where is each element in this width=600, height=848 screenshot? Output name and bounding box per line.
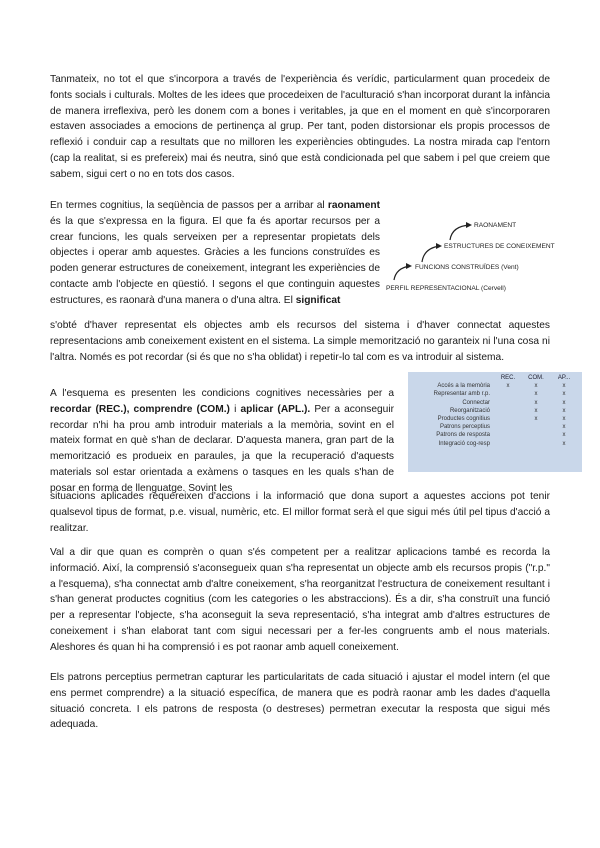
row-mark — [522, 431, 550, 439]
row-mark: x — [534, 416, 538, 423]
row-mark — [494, 407, 522, 415]
table-header-row — [408, 374, 578, 382]
cognitive-conditions-table — [408, 372, 582, 472]
bold-term-raonament: raonament — [327, 200, 380, 211]
paragraph-text: En termes cognitius, la seqüència de passos per a arribar al — [50, 200, 328, 211]
paragraph-text: A l'esquema es presenten les condicions cognitives necessàries per a — [50, 388, 394, 399]
row-mark — [494, 399, 522, 407]
row-mark — [494, 390, 522, 398]
row-mark — [494, 431, 522, 439]
table-row — [408, 382, 578, 390]
paragraph-text: situacions aplicades requereixen d'accions i la informació que dona suport a aquestes accions pot tenir qualsevol tipus de format, p.e. visual, numèric, etc. El millor format serà el que sigui més útil pel tipus d'acció a realitzar. — [50, 491, 550, 534]
paragraph-comprehension-text: Val a dir que quan es comprèn o quan s'és competent per a realitzar aplicacions també es recorda la informació. Així, la comprensió s'aconsegueix quan s'ha representat un objecte amb els recursos propis ("r.p." a l'esquema), s'ha connectat amb d'altre coneixement, s'ha reorganitzat l'estructura de coneixement resultant i s'han generat productes cognitius (com les categories o les abstraccions). És a dir, s'ha construït una funció per a representar l'objecte, s'ha aconseguit la seva representació, s'ha integrat amb d'altres estructures de coneixement i s'han elaborat tant com sigui necessari per a fer-les congruents amb el nous materials. Aleshores és quan hi ha comprensió i es pot raonar amb aquell coneixement. — [50, 547, 550, 653]
row-mark: x — [562, 432, 566, 439]
arrow-head — [406, 263, 412, 269]
table-row — [408, 407, 578, 415]
row-label: Patrons perceptius — [439, 424, 490, 431]
row-mark — [522, 423, 550, 431]
column-header: COM. — [528, 375, 544, 381]
row-mark — [494, 440, 522, 448]
table-row — [408, 423, 578, 431]
column-header: AP... — [557, 375, 571, 381]
diagram-step-raonament: RAONAMENT — [474, 222, 517, 229]
reasoning-sequence-diagram — [384, 218, 594, 298]
table-row — [408, 440, 578, 448]
paragraph-cognitive-steps-cont — [50, 318, 550, 365]
row-mark: x — [562, 440, 566, 447]
row-mark: x — [506, 383, 510, 390]
row-mark: x — [534, 407, 538, 414]
arrow-head — [466, 222, 472, 228]
paragraph-patterns — [50, 670, 550, 733]
bold-term-rec-com: recordar (REC.), comprendre (COM.) — [50, 403, 230, 415]
paragraph-patterns-text: Els patrons perceptius permetran capturar les particularitats de cada situació i ajustar el model intern (el que ens permet comprendre) a la situació específica, de manera que es podrà raonar amb les dades d'aquella situació concreta. I els patrons de resposta (o destreses) permetran executar la resposta que sigui més adequada. — [50, 672, 550, 731]
table-row — [408, 390, 578, 398]
paragraph-text: és la que s'expressa en la figura. El que fa és aportar recursos per a crear funcions, les quals serveixen per a representar propietats dels objectes i operar amb aquestes. Gràcies a les funcions construïdes es poden generar estructures de coneixement, integrant les experiències de contacte amb l'objecte en qüestió. I segons el que continguin aquestes estructures, es raonarà d'una manera o d'una altra. El — [50, 215, 380, 306]
bold-term-apl: aplicar (APL.). — [240, 403, 311, 415]
diagram-step-estructures: ESTRUCTURES DE CONEIXEMENT — [444, 243, 555, 250]
diagram-step-perfil: PERFIL REPRESENTACIONAL (Cervell) — [386, 285, 506, 292]
diagram-step-funcions: FUNCIONS CONSTRUÏDES (Vent) — [415, 264, 519, 271]
row-mark: x — [562, 399, 566, 406]
row-mark: x — [534, 399, 538, 406]
row-mark: x — [562, 383, 566, 390]
arrow-head — [436, 243, 442, 249]
paragraph-text: s'obté d'haver representat els objectes amb els recursos del sistema i d'haver connectat aquestes representacions amb coneixement existent en el sistema. La simple memorització no garanteix ni l'una cosa ni l'altra. Només es pot recordar (si és que no s'ha oblidat) i repetir-lo tal com es va introduir al sistema. — [50, 320, 550, 363]
paragraph-text: i — [229, 403, 241, 415]
bold-term-significat: significat — [295, 294, 341, 306]
paragraph-cognitive-steps — [50, 198, 380, 309]
arrow-step3-to-step2 — [422, 246, 440, 262]
table-row — [408, 415, 578, 423]
paragraph-comprehension — [50, 545, 550, 656]
row-mark — [522, 440, 550, 448]
table-row — [408, 431, 578, 439]
row-label: Representar amb r.p. — [433, 391, 490, 398]
paragraph-experience — [50, 72, 550, 183]
paragraph-schema-intro-cont — [50, 489, 550, 536]
row-label: Integració cog-resp — [438, 440, 490, 447]
row-mark — [494, 415, 522, 423]
row-mark: x — [562, 391, 566, 398]
row-label: Accés a la memòria — [437, 383, 490, 390]
row-mark: x — [562, 416, 566, 423]
row-mark: x — [562, 407, 566, 414]
row-mark — [494, 423, 522, 431]
row-label: Connectar — [462, 399, 490, 406]
table-row — [408, 399, 578, 407]
row-mark: x — [562, 424, 566, 431]
row-mark: x — [534, 391, 538, 398]
paragraph-experience-text: Tanmateix, no tot el que s'incorpora a través de l'experiència és verídic, particularment quan procedeix de fonts socials i culturals. Moltes de les idees que procedeixen de l'aculturació s'han incorporat durant la infància de manera irreflexiva, però les donem com a bones i veritables, ja que en el moment en què s'incorporaren estaven associades a emocions de pertinença al grup. Per tant, poden distorsionar els propis processos de reflexió i conduir cap a resultats que no milloren les experiències obtingudes. La nostra mirada cap l'entorn (cap la realitat, si es prefereix) mai és neutra, sinó que està condicionada pel que sabem i pel que creiem que sabem, sigui cert o no en tots dos casos. — [50, 74, 550, 180]
conditions-grid — [408, 374, 578, 448]
row-label: Productes cognitius — [437, 416, 490, 423]
row-label: Reorganització — [449, 407, 490, 414]
paragraph-schema-intro — [50, 386, 394, 497]
row-label: Patrons de resposta — [436, 432, 490, 439]
row-mark: x — [534, 383, 538, 390]
paragraph-text: Per a aconseguir recordar n'hi ha prou amb introduir materials a la memòria, sovint en el mateix format en què s'han de declarar. D'aquesta manera, gran part de la memorització es produeix en paraules, ja que la recuperació d'aquests materials sol estar orientada a exàmens o tasques en les quals s'han de posar en forma de llenguatge. Sovint les — [50, 403, 394, 494]
column-header: REC. — [500, 375, 516, 381]
